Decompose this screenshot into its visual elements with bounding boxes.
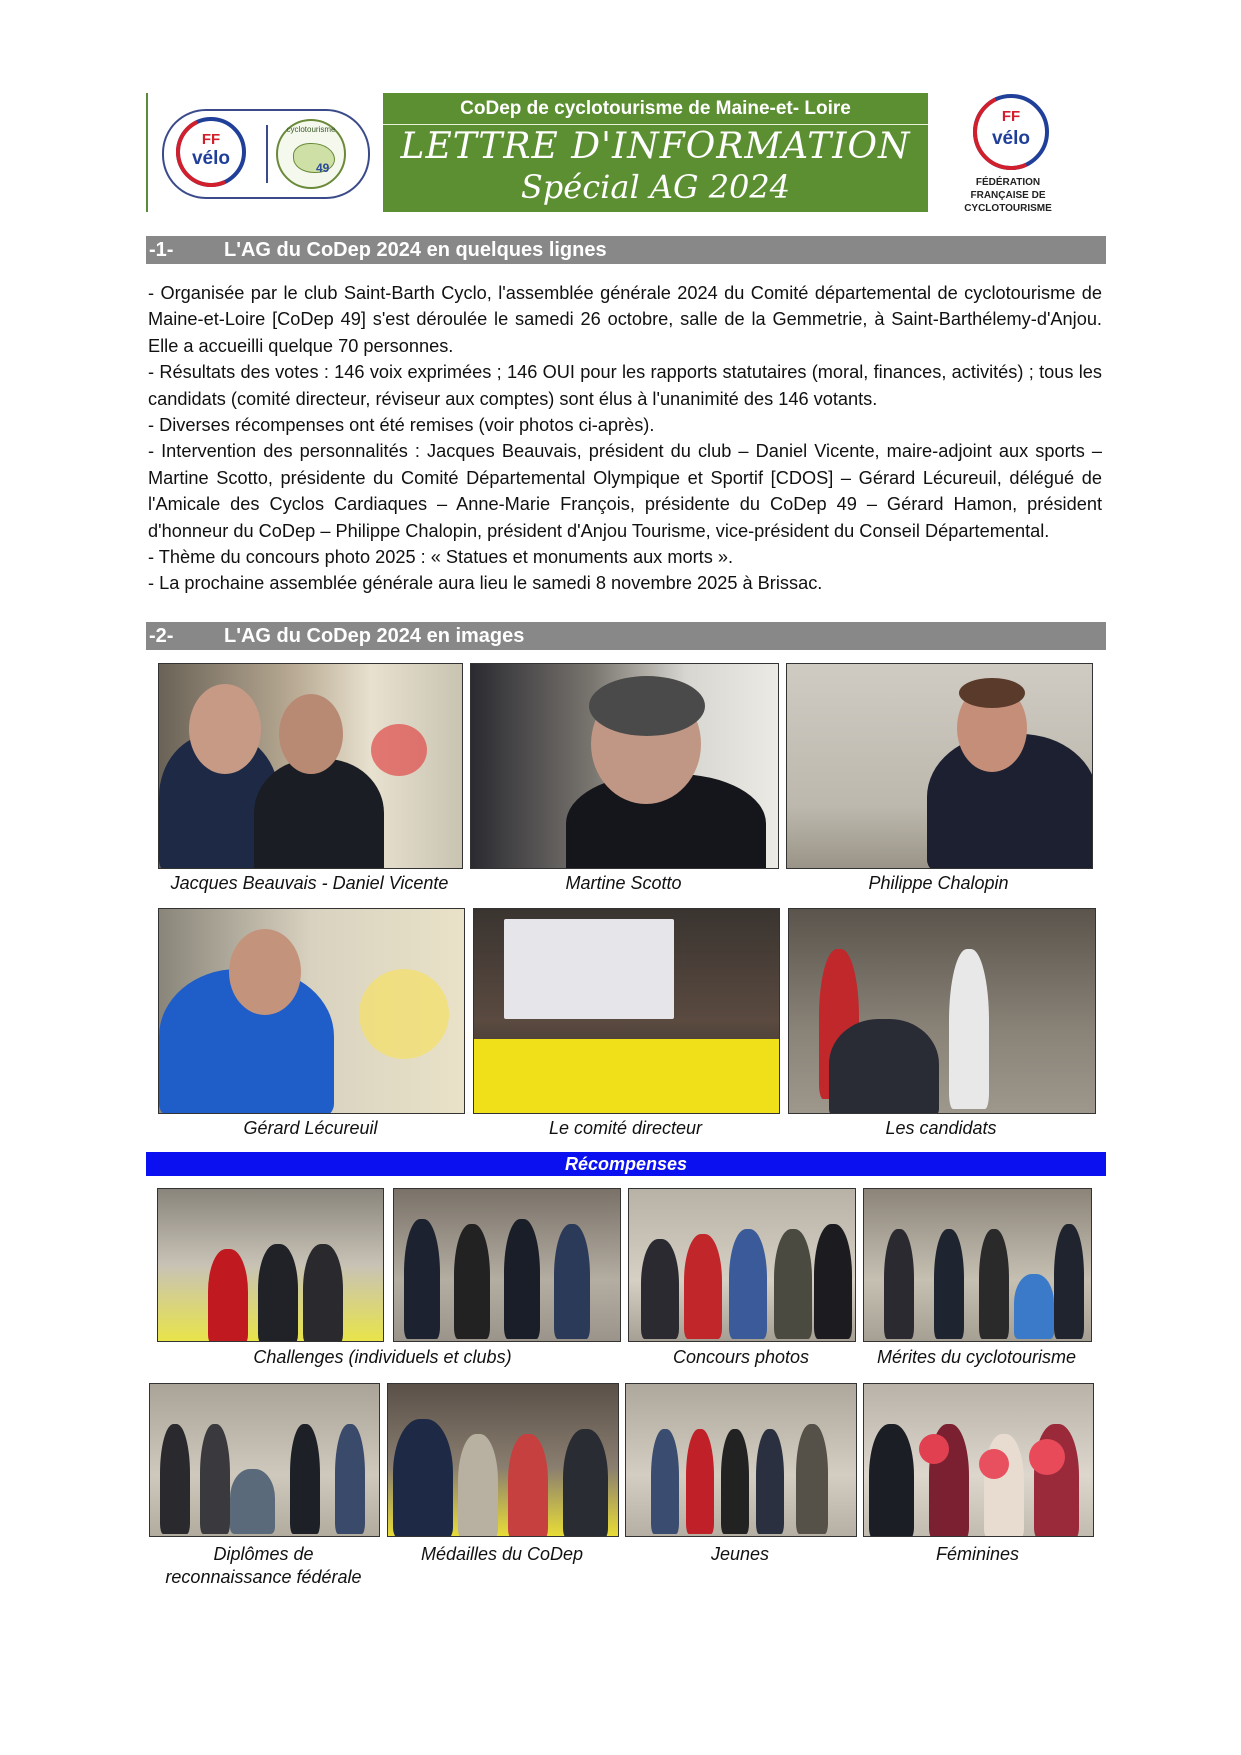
- newsletter-subtitle: Spécial AG 2024: [520, 168, 791, 206]
- logo-ff-text: FF: [201, 131, 221, 148]
- photo-diplomes: [149, 1383, 380, 1537]
- section-1-bar: [146, 236, 1106, 264]
- ffvelo-logo: [176, 117, 246, 187]
- photo-challenges: [157, 1188, 384, 1342]
- codep-logo-number: 49: [316, 161, 330, 175]
- header-logo-box: [146, 93, 385, 212]
- photo-philippe-chalopin: [786, 663, 1093, 869]
- committee-name: CoDep de cyclotourisme de Maine-et- Loire: [460, 98, 851, 119]
- caption-photo-10: Diplômes de reconnaissance fédérale: [165, 1544, 362, 1587]
- photo-les-candidats: [788, 908, 1096, 1114]
- photo-jeunes: [625, 1383, 857, 1537]
- photo-comite-directeur: [473, 908, 780, 1114]
- photo-gerard-lecureuil: [158, 908, 465, 1114]
- caption-photo-11: Médailles du CoDep: [420, 1544, 584, 1564]
- paragraph: - Résultats des votes : 146 voix exprimées ; 146 OUI pour les rapports statutaires (moral, finances, activités) ; tous les candidats (comité directeur, réviseur aux comptes) sont élus à l'unanimité des 146 votants.: [148, 362, 1102, 409]
- photo-challenges-2: [393, 1188, 621, 1342]
- section-2-number: -2-: [149, 625, 174, 647]
- paragraph: - Thème du concours photo 2025 : « Statues et monuments aux morts ».: [148, 547, 734, 568]
- newsletter-title: LETTRE D'INFORMATION: [400, 126, 911, 167]
- codep49-logo: [276, 119, 346, 189]
- fed-logo-ff-text: FF: [1001, 108, 1021, 125]
- paragraph: - La prochaine assemblée générale aura lieu le samedi 8 novembre 2025 à Brissac.: [148, 573, 823, 594]
- section-1-title: L'AG du CoDep 2024 en quelques lignes: [224, 239, 607, 261]
- fed-logo-velo-text: vélo: [991, 128, 1031, 149]
- logo-velo-text: vélo: [191, 148, 231, 169]
- photo-merites: [863, 1188, 1092, 1342]
- paragraph: - Organisée par le club Saint-Barth Cyclo, l'assemblée générale 2024 du Comité départemental de cyclotourisme de Maine-et-Loire [CoDep 49] s'est déroulée le samedi 26 octobre, salle de la Gemmetrie, à Saint-Barthélemy-d'Anjou. Elle a accueilli quelque 70 personnes.: [148, 283, 1102, 356]
- caption-photo-12: Jeunes: [710, 1544, 770, 1564]
- caption-photo-3: Philippe Chalopin: [868, 873, 1009, 893]
- title-banner: [383, 93, 928, 212]
- caption-photo-2: Martine Scotto: [565, 873, 682, 893]
- photo-concours-photos: [628, 1188, 856, 1342]
- codep-logo-text: cyclotourisme: [286, 125, 336, 134]
- caption-photo-13: Féminines: [935, 1544, 1020, 1564]
- federation-caption: FÉDÉRATION FRANÇAISE DE CYCLOTOURISME: [964, 177, 1052, 214]
- photo-martine-scotto: [470, 663, 779, 869]
- photo-beauvais-vicente: [158, 663, 463, 869]
- section-1-number: -1-: [149, 239, 174, 261]
- caption-photo-5: Le comité directeur: [548, 1118, 703, 1138]
- caption-photo-6: Les candidats: [885, 1118, 997, 1138]
- caption-photo-4: Gérard Lécureuil: [243, 1118, 378, 1138]
- section-2-bar: [146, 622, 1106, 650]
- recompenses-bar: Récompenses: [146, 1152, 1106, 1176]
- federation-logo: [948, 90, 1068, 214]
- paragraph: - Diverses récompenses ont été remises (voir photos ci-après).: [148, 415, 655, 436]
- section-1-body: [148, 280, 1102, 597]
- caption-photo-1: Jacques Beauvais - Daniel Vicente: [170, 873, 449, 893]
- caption-photo-7: Challenges (individuels et clubs): [253, 1347, 512, 1367]
- ffvelo-logo-large: [973, 94, 1049, 170]
- section-2-title: L'AG du CoDep 2024 en images: [224, 625, 525, 647]
- caption-photo-8: Concours photos: [672, 1347, 810, 1367]
- logos-pill: [162, 109, 370, 199]
- logo-divider: [266, 125, 268, 183]
- photo-feminines: [863, 1383, 1094, 1537]
- caption-photo-9: Mérites du cyclotourisme: [876, 1347, 1077, 1367]
- photo-medailles: [387, 1383, 619, 1537]
- paragraph: - Intervention des personnalités : Jacques Beauvais, président du club – Daniel Vicente, maire-adjoint aux sports – Martine Scotto, présidente du Comité Départemental Olympique et Sportif [CDOS] – Gérard Lécureuil, délégué de l'Amicale des Cyclos Cardiaques – Anne-Marie François, présidente du CoDep 49 – Gérard Hamon, président d'honneur du CoDep – Philippe Chalopin, président d'Anjou Tourisme, vice-président du Conseil Départemental.: [148, 441, 1102, 541]
- banner-separator: [383, 124, 928, 125]
